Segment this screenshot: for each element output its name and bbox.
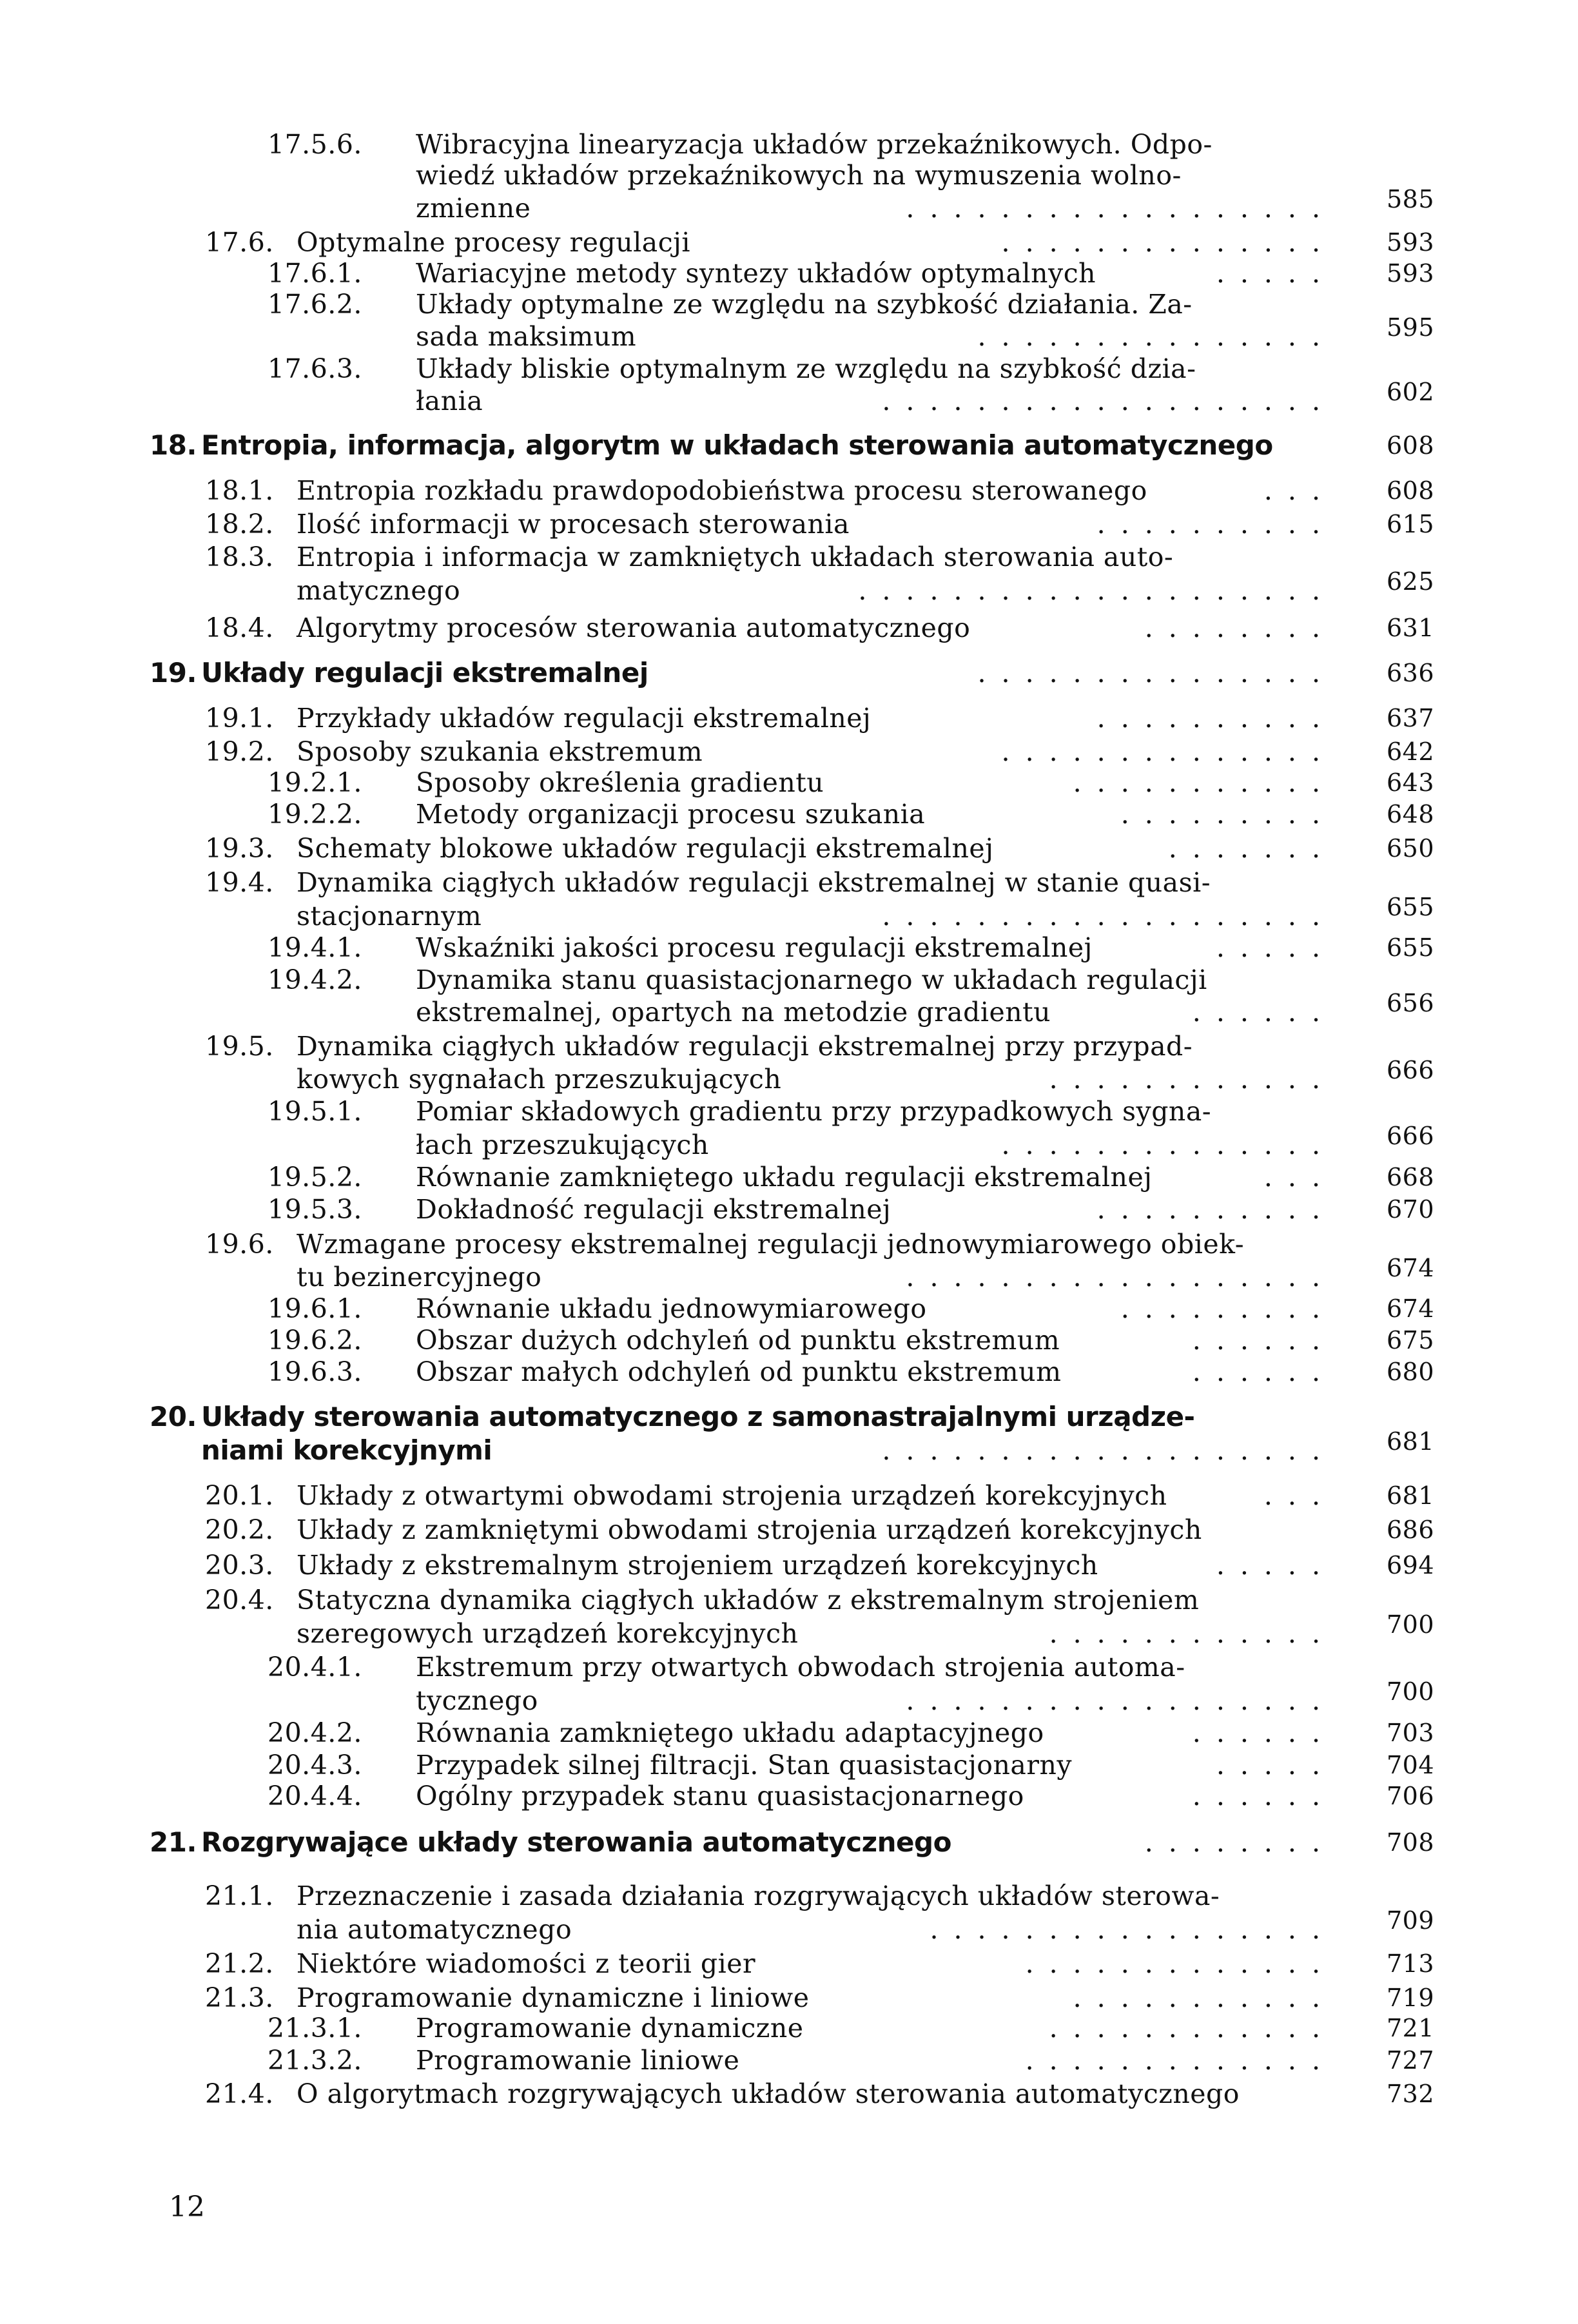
dot-leader — [1186, 1479, 1336, 1512]
toc-entry[interactable] — [0, 1947, 1578, 1980]
dot-leader — [668, 656, 1336, 690]
page-ref: 642 — [1386, 737, 1434, 766]
dot-leader-dots: ......... — [1120, 799, 1336, 830]
dot-leader-dots: ............ — [1049, 1064, 1336, 1095]
dot-leader — [591, 1913, 1336, 1946]
section-number: 21.3.2. — [268, 2045, 362, 2076]
toc-entry[interactable] — [0, 1716, 1578, 1750]
toc-entry[interactable] — [0, 1254, 1578, 1294]
section-title: Układy sterowania automatycznego z samonastrajalnymi urządze- — [201, 1401, 1195, 1432]
dot-leader — [502, 384, 1336, 418]
section-number: 19.2.2. — [268, 799, 362, 830]
section-number: 17.6.2. — [268, 289, 362, 320]
page-ref: 700 — [1386, 1677, 1434, 1706]
toc-entry[interactable] — [0, 931, 1578, 964]
dot-leader — [1091, 1748, 1336, 1782]
toc-entry[interactable] — [0, 766, 1578, 799]
toc-entry[interactable] — [0, 1355, 1578, 1389]
page-ref: 681 — [1386, 1427, 1434, 1456]
page-ref: 637 — [1386, 704, 1434, 732]
dot-leader-dots: ............... — [977, 321, 1336, 352]
toc-entry[interactable] — [0, 797, 1578, 831]
page-ref: 656 — [1386, 989, 1434, 1017]
toc-entry[interactable] — [0, 185, 1578, 225]
section-number: 19.2. — [205, 736, 274, 767]
toc-entry[interactable] — [0, 1030, 1578, 1063]
section-number: 19.5.2. — [268, 1162, 362, 1193]
dot-leader — [829, 1981, 1336, 2015]
dot-leader-dots: .................... — [858, 575, 1336, 606]
toc-entry[interactable] — [0, 1122, 1578, 1162]
page-ref: 608 — [1386, 431, 1434, 460]
chapter-heading[interactable] — [0, 429, 1578, 462]
dot-leader-dots: .................. — [906, 193, 1336, 224]
section-title: Ekstremum przy otwartych obwodach strojenia automa- — [416, 1652, 1185, 1683]
section-title: O algorytmach rozgrywających układów sterowania automatycznego — [297, 2078, 1240, 2109]
section-title: Dynamika ciągłych układów regulacji ekstremalnej przy przypad- — [297, 1031, 1193, 1062]
dot-leader — [1044, 1779, 1336, 1813]
dot-leader — [946, 1292, 1336, 1325]
section-number: 20.4.1. — [268, 1652, 362, 1683]
section-number: 21.2. — [205, 1948, 274, 1979]
dot-leader-dots: ........... — [1073, 767, 1336, 798]
toc-entry[interactable] — [0, 1292, 1578, 1325]
section-title: Układy optymalne ze względu na szybkość działania. Za- — [416, 289, 1193, 320]
dot-leader — [910, 1193, 1336, 1226]
toc-entry[interactable] — [0, 1906, 1578, 1946]
section-number: 19. — [150, 657, 197, 688]
section-number: 17.6.3. — [268, 353, 362, 384]
toc-entry[interactable] — [0, 2077, 1578, 2111]
dot-leader-dots: ............. — [1025, 2045, 1336, 2076]
toc-entry[interactable] — [0, 866, 1578, 899]
page-ref: 666 — [1386, 1056, 1434, 1084]
toc-entry[interactable] — [0, 1513, 1578, 1547]
dot-leader-dots: ................... — [882, 901, 1336, 932]
section-number: 18.3. — [205, 542, 274, 572]
dot-leader — [843, 766, 1336, 799]
toc-entry[interactable] — [0, 567, 1578, 607]
toc-entry[interactable] — [0, 1548, 1578, 1582]
page-ref: 585 — [1386, 185, 1434, 213]
section-title: nia automatycznego — [297, 1914, 572, 1945]
dot-leader — [1064, 1716, 1336, 1750]
section-number: 20.4.3. — [268, 1750, 362, 1781]
section-number: 20.3. — [205, 1550, 274, 1581]
page-ref: 593 — [1386, 259, 1434, 288]
dot-leader — [890, 701, 1336, 735]
dot-leader — [656, 320, 1336, 353]
page-ref: 675 — [1386, 1326, 1434, 1354]
dot-leader — [1080, 1355, 1336, 1389]
section-title: Pomiar składowych gradientu przy przypadkowych sygna- — [416, 1096, 1212, 1127]
dot-leader-dots: ........ — [1144, 1827, 1336, 1858]
page-ref: 615 — [1386, 510, 1434, 538]
page-ref: 668 — [1386, 1163, 1434, 1191]
section-title: tu bezinercyjnego — [297, 1262, 542, 1293]
section-title: Układy z zamkniętymi obwodami strojenia urządzeń korekcyjnych — [297, 1514, 1202, 1545]
section-title: Równania zamkniętego układu adaptacyjnego — [416, 1717, 1044, 1748]
section-title: Metody organizacji procesu szukania — [416, 799, 926, 830]
section-number: 18.1. — [205, 475, 274, 506]
toc-entry[interactable] — [0, 1650, 1578, 1684]
page-ref: 625 — [1386, 567, 1434, 596]
section-title: szeregowych urządzeń korekcyjnych — [297, 1618, 799, 1649]
page-ref: 631 — [1386, 614, 1434, 642]
toc-entry[interactable] — [0, 1879, 1578, 1913]
section-title: łania — [416, 386, 483, 416]
section-title: Dynamika stanu quasistacjonarnego w układach regulacji — [416, 964, 1207, 995]
dot-leader — [989, 611, 1336, 645]
page-ref: 694 — [1386, 1551, 1434, 1579]
section-title: Wskaźniki jakości procesu regulacji ekstremalnej — [416, 932, 1093, 963]
section-title: Obszar dużych odchyleń od punktu ekstremum — [416, 1325, 1060, 1356]
page-ref: 670 — [1386, 1195, 1434, 1224]
toc-entry[interactable] — [0, 1748, 1578, 1782]
dot-leader-dots: .............. — [1001, 1129, 1336, 1160]
dot-leader-dots: ......... — [1120, 1293, 1336, 1324]
page-ref: 700 — [1386, 1610, 1434, 1639]
section-number: 17.5.6. — [268, 129, 362, 160]
dot-leader — [971, 1826, 1336, 1859]
dot-leader-dots: .................. — [906, 1262, 1336, 1293]
toc-entry[interactable] — [0, 540, 1578, 574]
section-title: tycznego — [416, 1685, 538, 1716]
section-title: łach przeszukujących — [416, 1129, 709, 1160]
page-ref: 666 — [1386, 1122, 1434, 1150]
toc-entry[interactable] — [0, 1610, 1578, 1650]
dot-leader — [1013, 832, 1336, 865]
dot-leader-dots: ............... — [977, 658, 1336, 688]
section-number: 19.4.2. — [268, 964, 362, 995]
page-ref: 681 — [1386, 1481, 1434, 1510]
section-title: Wibracyjna linearyzacja układów przekaźnikowych. Odpo- — [416, 129, 1213, 160]
section-number: 18.4. — [205, 612, 274, 643]
toc-entry[interactable] — [0, 1479, 1578, 1512]
page-ref: 704 — [1386, 1751, 1434, 1779]
toc-entry[interactable] — [0, 1323, 1578, 1357]
section-title: Przeznaczenie i zasada działania rozgrywających układów sterowa- — [297, 1880, 1220, 1911]
toc-entry[interactable] — [0, 2044, 1578, 2077]
dot-leader-dots: .......... — [1096, 703, 1336, 734]
dot-leader — [550, 191, 1336, 225]
section-number: 18. — [150, 429, 197, 461]
chapter-heading[interactable] — [0, 1400, 1578, 1434]
dot-leader — [823, 2011, 1336, 2045]
page-ref: 648 — [1386, 800, 1434, 828]
toc-entry[interactable] — [0, 474, 1578, 507]
section-number: 19.2.1. — [268, 767, 362, 798]
toc-entry[interactable] — [0, 832, 1578, 865]
section-title: Układy z ekstremalnym strojeniem urządzeń korekcyjnych — [297, 1550, 1098, 1581]
section-number: 19.6.3. — [268, 1356, 362, 1387]
dot-leader-dots: ............ — [1049, 2013, 1336, 2044]
chapter-heading[interactable] — [0, 1427, 1578, 1467]
dot-leader — [1118, 1548, 1336, 1582]
toc-entry[interactable] — [0, 1160, 1578, 1194]
chapter-heading[interactable] — [0, 656, 1578, 690]
dot-leader — [759, 2044, 1336, 2077]
section-number: 19.6.1. — [268, 1293, 362, 1324]
toc-entry[interactable] — [0, 1583, 1578, 1617]
dot-leader — [558, 1684, 1336, 1717]
section-title: Programowanie dynamiczne i liniowe — [297, 1982, 810, 2013]
dot-leader — [817, 1617, 1336, 1650]
dot-leader — [1171, 1160, 1336, 1194]
toc-entry[interactable] — [0, 1193, 1578, 1226]
section-number: 21.3.1. — [268, 2013, 362, 2044]
section-number: 19.6.2. — [268, 1325, 362, 1356]
page-ref: 721 — [1386, 2014, 1434, 2042]
page-ref: 602 — [1386, 378, 1434, 406]
section-title: Dynamika ciągłych układów regulacji ekstremalnej w stanie quasi- — [297, 867, 1211, 898]
section-number: 20.4.4. — [268, 1781, 362, 1811]
dot-leader-dots: ...... — [1192, 1781, 1336, 1811]
section-title: Programowanie liniowe — [416, 2045, 740, 2076]
section-title: Układy z otwartymi obwodami strojenia urządzeń korekcyjnych — [297, 1480, 1167, 1511]
section-number: 18.2. — [205, 509, 274, 540]
dot-leader-dots: ... — [1263, 1162, 1336, 1193]
toc-entry[interactable] — [0, 378, 1578, 418]
section-title: Sposoby szukania ekstremum — [297, 736, 703, 767]
toc-entry[interactable] — [0, 1227, 1578, 1261]
dot-leader — [710, 226, 1336, 259]
section-title: Ogólny przypadek stanu quasistacjonarnego — [416, 1781, 1024, 1811]
section-title: Równanie układu jednowymiarowego — [416, 1293, 927, 1324]
page-number: 12 — [169, 2191, 205, 2223]
toc-entry[interactable] — [0, 1095, 1578, 1128]
section-title: Ilość informacji w procesach sterowania — [297, 509, 850, 540]
page-ref: 674 — [1386, 1254, 1434, 1282]
section-title: sada maksimum — [416, 321, 637, 352]
section-number: 21. — [150, 1826, 197, 1858]
toc-entry[interactable] — [0, 1677, 1578, 1717]
dot-leader-dots: ............ — [1049, 1618, 1336, 1649]
section-number: 19.3. — [205, 833, 274, 864]
page-ref: 680 — [1386, 1358, 1434, 1386]
section-title: Entropia, informacja, algorytm w układach sterowania automatycznego — [201, 429, 1273, 461]
page-ref: 719 — [1386, 1984, 1434, 2012]
section-number: 20. — [150, 1401, 197, 1432]
page-ref: 636 — [1386, 659, 1434, 687]
section-number: 21.3. — [205, 1982, 274, 2013]
section-title: Entropia rozkładu prawdopodobieństwa procesu sterowanego — [297, 475, 1147, 506]
dot-leader-dots: ..... — [1216, 258, 1336, 289]
page-ref: 706 — [1386, 1782, 1434, 1810]
section-title: Równanie zamkniętego układu regulacji ekstremalnej — [416, 1162, 1153, 1193]
dot-leader-dots: ........... — [1073, 1982, 1336, 2013]
toc-entry[interactable] — [0, 1779, 1578, 1813]
page-ref: 650 — [1386, 834, 1434, 863]
toc-entry[interactable] — [0, 507, 1578, 541]
section-title: Wzmagane procesy ekstremalnej regulacji jednowymiarowego obiek- — [297, 1229, 1245, 1260]
toc-entry[interactable] — [0, 893, 1578, 933]
dot-leader — [1112, 931, 1336, 964]
dot-leader-dots: ...... — [1192, 1325, 1336, 1356]
section-number: 19.4.1. — [268, 932, 362, 963]
section-title: Obszar małych odchyleń od punktu ekstremum — [416, 1356, 1062, 1387]
section-number: 21.4. — [205, 2078, 274, 2109]
section-title: Układy bliskie optymalnym ze względu na szybkość dzia- — [416, 353, 1196, 384]
dot-leader — [801, 1062, 1336, 1096]
page-ref: 703 — [1386, 1719, 1434, 1747]
dot-leader — [869, 507, 1336, 541]
toc-entry[interactable] — [0, 159, 1578, 192]
section-number: 20.4.2. — [268, 1717, 362, 1748]
dot-leader-dots: ................... — [882, 386, 1336, 416]
toc-entry[interactable] — [0, 2011, 1578, 2045]
page-ref: 593 — [1386, 228, 1434, 257]
toc-entry[interactable] — [0, 735, 1578, 768]
section-number: 19.6. — [205, 1229, 274, 1260]
toc-entry[interactable] — [0, 352, 1578, 386]
dot-leader — [944, 797, 1336, 831]
section-title: Przykłady układów regulacji ekstremalnej — [297, 703, 872, 734]
section-title: niami korekcyjnymi — [201, 1434, 492, 1466]
dot-leader — [722, 735, 1336, 768]
section-number: 20.2. — [205, 1514, 274, 1545]
page-ref: 709 — [1386, 1906, 1434, 1935]
dot-leader-dots: .............. — [1001, 227, 1336, 258]
section-number: 17.6. — [205, 227, 274, 258]
toc-entry[interactable] — [0, 989, 1578, 1029]
dot-leader-dots: ...... — [1192, 1356, 1336, 1387]
page-ref: 655 — [1386, 933, 1434, 962]
section-title: wiedź układów przekaźnikowych na wymuszenia wolno- — [416, 160, 1182, 191]
dot-leader-dots: ............. — [1025, 1948, 1336, 1979]
dot-leader-dots: ... — [1263, 475, 1336, 506]
toc-entry[interactable] — [0, 611, 1578, 645]
dot-leader-dots: ....... — [1168, 833, 1336, 864]
dot-leader-dots: .................. — [906, 1685, 1336, 1716]
section-title: matycznego — [297, 575, 461, 606]
section-number: 19.5.1. — [268, 1096, 362, 1127]
dot-leader — [501, 899, 1336, 933]
toc-entry[interactable] — [0, 1056, 1578, 1096]
dot-leader — [511, 1434, 1336, 1467]
section-title: Przypadek silnej filtracji. Stan quasistacjonarny — [416, 1750, 1073, 1781]
section-title: ekstremalnej, opartych na metodzie gradientu — [416, 997, 1051, 1028]
section-title: Schematy blokowe układów regulacji ekstremalnej — [297, 833, 994, 864]
section-number: 17.6.1. — [268, 258, 362, 289]
section-title: Wariacyjne metody syntezy układów optymalnych — [416, 258, 1096, 289]
dot-leader-dots: ........ — [1144, 612, 1336, 643]
section-title: Optymalne procesy regulacji — [297, 227, 690, 258]
section-title: Układy regulacji ekstremalnej — [201, 657, 648, 688]
page-ref: 732 — [1386, 2080, 1434, 2108]
dot-leader-dots: .......... — [1096, 509, 1336, 540]
section-title: Statyczna dynamika ciągłych układów z ekstremalnym strojeniem — [297, 1585, 1200, 1616]
section-title: Rozgrywające układy sterowania automatycznego — [201, 1826, 951, 1858]
dot-leader-dots: ................. — [930, 1914, 1336, 1945]
dot-leader — [561, 1260, 1336, 1294]
page-ref: 655 — [1386, 893, 1434, 921]
section-title: Sposoby określenia gradientu — [416, 767, 824, 798]
dot-leader-dots: ... — [1263, 1480, 1336, 1511]
section-number: 21.1. — [205, 1880, 274, 1911]
dot-leader — [1079, 1323, 1336, 1357]
section-number: 19.1. — [205, 703, 274, 734]
section-title: zmienne — [416, 193, 531, 224]
page-ref: 674 — [1386, 1294, 1434, 1323]
toc-entry[interactable] — [0, 963, 1578, 997]
dot-leader-dots: ..... — [1216, 1750, 1336, 1781]
section-title: Entropia i informacja w zamkniętych układach sterowania auto- — [297, 542, 1174, 572]
page-ref: 595 — [1386, 313, 1434, 342]
section-title: Dokładność regulacji ekstremalnej — [416, 1194, 891, 1225]
dot-leader-dots: ................... — [882, 1435, 1336, 1466]
section-title: Algorytmy procesów sterowania automatycznego — [297, 612, 971, 643]
dot-leader — [728, 1128, 1336, 1162]
section-number: 20.4. — [205, 1585, 274, 1616]
toc-entry[interactable] — [0, 257, 1578, 290]
section-title: stacjonarnym — [297, 901, 482, 932]
section-number: 19.5. — [205, 1031, 274, 1062]
dot-leader — [1070, 995, 1336, 1029]
toc-entry[interactable] — [0, 701, 1578, 735]
page-ref: 727 — [1386, 2046, 1434, 2075]
dot-leader-dots: .......... — [1096, 1194, 1336, 1225]
dot-leader-dots: ..... — [1216, 1550, 1336, 1581]
toc-entry[interactable] — [0, 288, 1578, 321]
page-ref: 708 — [1386, 1828, 1434, 1857]
page-ref: 686 — [1386, 1516, 1434, 1544]
dot-leader-dots: ..... — [1216, 932, 1336, 963]
page-ref: 608 — [1386, 476, 1434, 505]
toc-entry[interactable] — [0, 1981, 1578, 2015]
section-title: kowych sygnałach przeszukujących — [297, 1064, 782, 1095]
section-title: Programowanie dynamiczne — [416, 2013, 804, 2044]
dot-leader-dots: ...... — [1192, 1717, 1336, 1748]
chapter-heading[interactable] — [0, 1826, 1578, 1859]
dot-leader — [1115, 257, 1336, 290]
section-number: 19.4. — [205, 867, 274, 898]
section-title: Niektóre wiadomości z teorii gier — [297, 1948, 756, 1979]
page-ref: 713 — [1386, 1949, 1434, 1978]
toc-entry[interactable] — [0, 128, 1578, 161]
page-ref: 643 — [1386, 768, 1434, 797]
section-number: 20.1. — [205, 1480, 274, 1511]
toc-entry[interactable] — [0, 313, 1578, 353]
dot-leader-dots: .............. — [1001, 736, 1336, 767]
dot-leader-dots: ...... — [1192, 997, 1336, 1028]
dot-leader — [1167, 474, 1336, 507]
toc-entry[interactable] — [0, 226, 1578, 259]
section-number: 19.5.3. — [268, 1194, 362, 1225]
dot-leader — [480, 574, 1336, 607]
dot-leader — [775, 1947, 1336, 1980]
